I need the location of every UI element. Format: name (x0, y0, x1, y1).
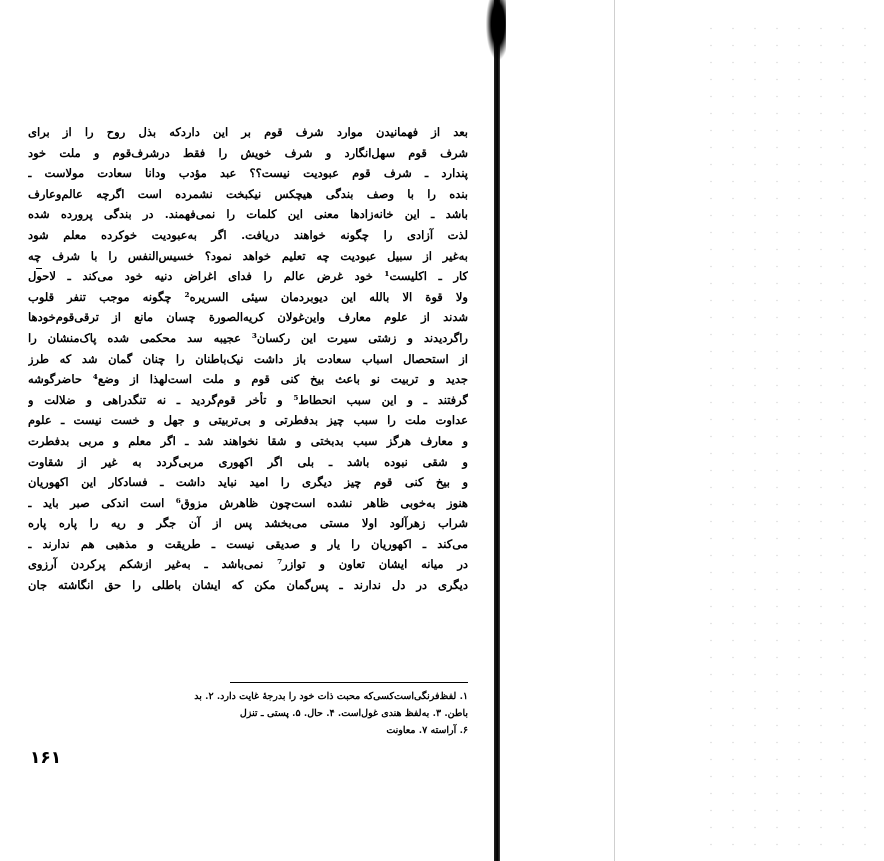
footnote-line: ۱. لفظ‌فرنگی‌است‌کسی‌که محبت ذات خود را بدرجهٔ غایت دارد. ۲. بد (194, 691, 468, 702)
text-line: از استحصال اسباب سعادت باز داشت نیک‌باطنان را چنان گمان شد که طرز (28, 351, 468, 366)
text-line: بنده را با وصف بندگی هیچکس نیکبخت نشمرده است اگرچه عالم‌وعارف (28, 186, 468, 201)
text-line: در میانه ایشان تعاون و توازر⁷ نمی‌باشد ـ به‌غیر ازشکم پرکردن آرزوی (28, 557, 468, 572)
text-line: و معارف هرگز سبب بدبختی و شقا نخواهند شد ـ اگر معلم و مربی بدفطرت (28, 433, 468, 448)
text-line: عداوت ملت را سبب چیز بدفطرتی و بی‌تربیتی و جهل و خست نیست ـ علوم (28, 413, 468, 428)
text-line: شراب زهرآلود اولا مستی می‌بخشد پس از آن جگر و ریه را پاره پاره (28, 516, 468, 531)
footnotes (28, 688, 468, 739)
text-line: جدید و تربیت نو باعث بیخ کنی قوم و ملت است‌لهذا از وضع⁴ حاضرگوشه (28, 372, 468, 387)
text-line: کار ـ اکلیست¹ خود غرض عالم را فدای اغراض دنیه خود می‌کند ـ لاحول (28, 269, 468, 284)
text-line: می‌کند ـ اکهوریان را یار و صدیقی نیست ـ طریقت و مذهبی هم ندارند ـ (28, 536, 468, 551)
text-line: باشد ـ این خانه‌زادها معنی این کلمات را نمی‌فهمند. در بندگی پرورده شده (28, 207, 468, 222)
text-line: پندارد ـ شرف قوم عبودیت نیست؟؟ عبد مؤدب ودانا سعادت مولاست ـ (28, 166, 468, 181)
text-line: و شقی نبوده باشد ـ بلی اگر اکهوری مربی‌گردد به غیر از شقاوت (28, 454, 468, 469)
footnote-line: ۶. آراسته ۷. معاونت (386, 725, 468, 736)
text-line: ولا قوة الا بالله این دیوبردمان سیئی السریره² چگونه موجب تنفر قلوب (28, 289, 468, 304)
text-line: گرفتند ـ و این سبب انحطاط⁵ و تأخر قوم‌گردید ـ نه تنگدراهی و ضلالت و (28, 392, 468, 407)
text-line: لذت آزادی را چگونه خواهند دریافت. اگر به‌عبودیت خوکرده معلم شود (28, 227, 468, 242)
facing-page-edge (614, 0, 615, 861)
scan-shadow (486, 0, 506, 60)
text-line: راگردیدند و زشتی سیرت این رکسان³ عجیبه سد محکمی شده پاک‌منشان را (28, 330, 468, 345)
text-line: شرف قوم سهل‌انگارد و شرف خویش را فقط درشرف‌قوم و ملت خود (28, 145, 468, 160)
scan-noise (700, 20, 880, 850)
text-line: دیگری در دل ندارند ـ پس‌گمان مکن که ایشان باطلی را حق انگاشته جان (28, 578, 468, 593)
page-number: ۱۶۱ (30, 748, 62, 768)
body-text (28, 122, 468, 596)
book-spine (494, 0, 500, 861)
footnote-rule (230, 682, 468, 683)
footnote-line: باطن. ۳. به‌لفظ هندی غول‌است. ۴. حال. ۵. پستی ـ تنزل (239, 708, 468, 719)
text-line: و بیخ کنی قوم چیز دیگری را امید نباید داشت ـ فسادکار این اکهوریان (28, 475, 468, 490)
text-line: هنوز به‌خوبی ظاهر نشده است‌چون ظاهرش مزوق⁶ است اندکی صبر باید ـ (28, 495, 468, 510)
text-line: به‌غیر از سبیل عبودیت چه تعلیم خواهد نمود؟ خسیس‌النفس را با شرف چه (28, 248, 468, 263)
text-line: بعد از فهمانیدن موارد شرف قوم بر این داردکه بذل روح را از برای (28, 125, 468, 139)
text-line: شدند از علوم معارف واین‌غولان کریه‌الصورة چسان مانع از ترقی‌قوم‌خودها (28, 310, 468, 325)
